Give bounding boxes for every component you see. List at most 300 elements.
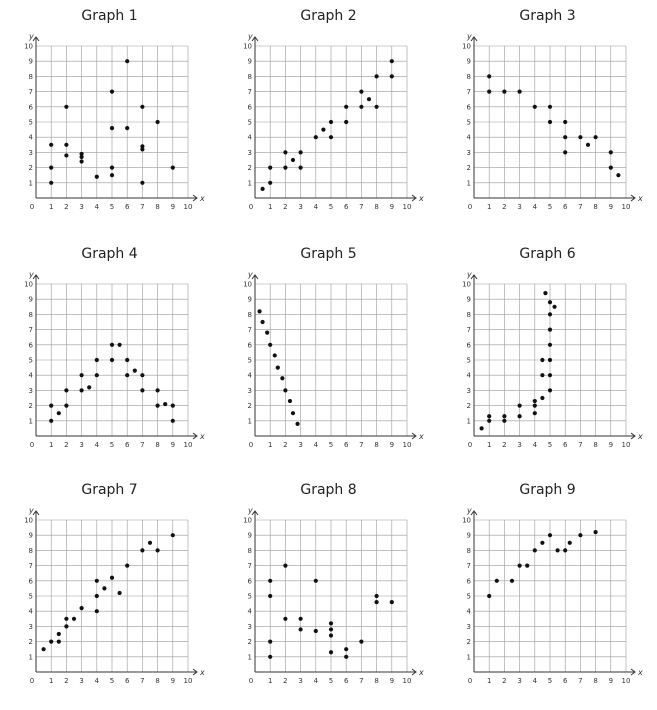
data-point bbox=[314, 579, 318, 583]
y-tick-label: 4 bbox=[466, 607, 471, 616]
data-point bbox=[533, 399, 537, 403]
x-tick-label: 8 bbox=[593, 203, 598, 211]
y-tick-label: 4 bbox=[28, 133, 33, 142]
x-tick-label: 8 bbox=[374, 441, 379, 449]
data-point bbox=[110, 126, 114, 130]
y-tick-label: 2 bbox=[247, 402, 252, 411]
y-tick-label: 1 bbox=[247, 417, 252, 426]
data-point bbox=[110, 173, 114, 177]
y-tick-label: 1 bbox=[247, 179, 252, 188]
data-point bbox=[72, 617, 76, 621]
data-point bbox=[110, 343, 114, 347]
data-point bbox=[375, 105, 379, 109]
x-tick-label: 1 bbox=[48, 441, 54, 449]
y-tick-label: 5 bbox=[28, 118, 33, 127]
y-tick-label: 6 bbox=[28, 103, 33, 112]
data-point bbox=[64, 153, 68, 157]
x-tick-label: 3 bbox=[298, 203, 303, 211]
data-point bbox=[268, 640, 272, 644]
data-point bbox=[329, 621, 333, 625]
data-point bbox=[95, 373, 99, 377]
data-point bbox=[533, 411, 537, 415]
data-point bbox=[273, 353, 277, 357]
data-point bbox=[49, 181, 53, 185]
data-point bbox=[288, 399, 292, 403]
y-tick-label: 10 bbox=[243, 280, 252, 289]
x-tick-label: 10 bbox=[183, 441, 193, 449]
x-tick-label: 1 bbox=[267, 441, 273, 449]
data-point bbox=[125, 126, 129, 130]
x-tick-label: 4 bbox=[313, 677, 319, 685]
data-point bbox=[64, 617, 68, 621]
y-tick-label: 6 bbox=[247, 103, 252, 112]
data-point bbox=[359, 105, 363, 109]
x-tick-label: 5 bbox=[109, 441, 115, 449]
y-tick-label: 6 bbox=[247, 341, 252, 350]
data-point bbox=[156, 404, 160, 408]
data-point bbox=[80, 159, 84, 163]
y-tick-label: 9 bbox=[28, 531, 33, 540]
data-point bbox=[118, 591, 122, 595]
y-tick-label: 4 bbox=[466, 371, 471, 380]
x-tick-label: 10 bbox=[621, 677, 631, 685]
x-tick-label: 10 bbox=[621, 441, 631, 449]
y-axis-label: y bbox=[29, 506, 34, 515]
y-tick-label: 4 bbox=[28, 371, 33, 380]
x-tick-label: 3 bbox=[298, 441, 303, 449]
data-point bbox=[616, 173, 620, 177]
data-point bbox=[548, 343, 552, 347]
y-tick-label: 2 bbox=[466, 638, 471, 647]
data-point bbox=[487, 414, 491, 418]
data-point bbox=[578, 533, 582, 537]
data-point bbox=[552, 305, 556, 309]
data-point bbox=[299, 150, 303, 154]
data-point bbox=[502, 419, 506, 423]
x-tick-label: 7 bbox=[359, 441, 364, 449]
data-point bbox=[283, 388, 287, 392]
data-point bbox=[49, 143, 53, 147]
y-tick-label: 2 bbox=[466, 164, 471, 173]
data-point bbox=[543, 291, 547, 295]
x-tick-label: 6 bbox=[562, 441, 568, 449]
x-tick-label: 7 bbox=[140, 441, 145, 449]
y-axis-label: y bbox=[248, 506, 253, 515]
y-tick-label: 10 bbox=[24, 280, 33, 289]
graph-title: Graph 8 bbox=[300, 482, 357, 498]
x-tick-label: 4 bbox=[94, 677, 100, 685]
y-tick-label: 9 bbox=[247, 57, 252, 66]
data-point bbox=[540, 396, 544, 400]
y-tick-label: 6 bbox=[247, 577, 252, 586]
y-tick-label: 5 bbox=[466, 592, 471, 601]
y-tick-label: 6 bbox=[28, 341, 33, 350]
data-point bbox=[125, 358, 129, 362]
x-tick-label: 9 bbox=[608, 441, 614, 449]
data-point bbox=[140, 388, 144, 392]
x-tick-label: 6 bbox=[562, 203, 568, 211]
data-point bbox=[171, 533, 175, 537]
x-tick-label: 10 bbox=[402, 203, 412, 211]
data-point bbox=[314, 629, 318, 633]
x-tick-label: 4 bbox=[532, 441, 538, 449]
data-point bbox=[525, 564, 529, 568]
x-tick-label: 8 bbox=[155, 203, 160, 211]
data-point bbox=[299, 617, 303, 621]
data-point bbox=[375, 74, 379, 78]
graph-panel-6 bbox=[438, 238, 657, 474]
data-point bbox=[102, 586, 106, 590]
y-tick-label: 9 bbox=[466, 295, 471, 304]
data-point bbox=[80, 606, 84, 610]
data-point bbox=[42, 647, 46, 651]
x-tick-label: 9 bbox=[389, 441, 395, 449]
data-point bbox=[87, 385, 91, 389]
y-tick-label: 10 bbox=[243, 516, 252, 525]
data-point bbox=[548, 533, 552, 537]
x-tick-label: 2 bbox=[64, 677, 69, 685]
origin-tick-label: 0 bbox=[248, 677, 254, 685]
y-tick-label: 3 bbox=[247, 148, 252, 157]
y-tick-label: 3 bbox=[466, 148, 471, 157]
x-tick-label: 3 bbox=[517, 441, 522, 449]
y-tick-label: 7 bbox=[247, 88, 252, 97]
y-tick-label: 4 bbox=[247, 133, 252, 142]
x-tick-label: 8 bbox=[593, 441, 598, 449]
data-point bbox=[140, 144, 144, 148]
data-point bbox=[533, 404, 537, 408]
data-point bbox=[95, 175, 99, 179]
x-tick-label: 1 bbox=[486, 203, 492, 211]
data-point bbox=[268, 166, 272, 170]
data-point bbox=[291, 411, 295, 415]
data-point bbox=[375, 600, 379, 604]
data-point bbox=[64, 624, 68, 628]
data-point bbox=[359, 640, 363, 644]
graph-panel-9 bbox=[438, 474, 657, 710]
data-point bbox=[268, 343, 272, 347]
data-point bbox=[487, 594, 491, 598]
y-tick-label: 3 bbox=[247, 386, 252, 395]
data-point bbox=[110, 576, 114, 580]
data-point bbox=[118, 343, 122, 347]
data-point bbox=[548, 358, 552, 362]
graph-title: Graph 7 bbox=[81, 482, 138, 498]
y-tick-label: 5 bbox=[466, 356, 471, 365]
data-point bbox=[125, 373, 129, 377]
data-point bbox=[329, 135, 333, 139]
y-tick-label: 7 bbox=[28, 88, 33, 97]
x-tick-label: 9 bbox=[608, 677, 614, 685]
y-tick-label: 7 bbox=[247, 562, 252, 571]
y-tick-label: 5 bbox=[247, 118, 252, 127]
y-tick-label: 9 bbox=[28, 295, 33, 304]
data-point bbox=[578, 135, 582, 139]
x-tick-label: 5 bbox=[547, 441, 553, 449]
data-point bbox=[261, 320, 265, 324]
x-tick-label: 1 bbox=[48, 203, 54, 211]
graph-panel-5 bbox=[219, 238, 438, 474]
graph-title: Graph 1 bbox=[81, 8, 138, 24]
data-point bbox=[367, 97, 371, 101]
data-point bbox=[110, 166, 114, 170]
x-tick-label: 4 bbox=[313, 203, 319, 211]
x-tick-label: 5 bbox=[328, 203, 334, 211]
y-tick-label: 7 bbox=[466, 326, 471, 335]
x-tick-label: 7 bbox=[578, 677, 583, 685]
x-axis-label: x bbox=[200, 432, 205, 441]
data-point bbox=[344, 655, 348, 659]
data-point bbox=[148, 541, 152, 545]
x-tick-label: 5 bbox=[328, 441, 334, 449]
data-point bbox=[487, 90, 491, 94]
x-tick-label: 5 bbox=[328, 677, 334, 685]
y-tick-label: 7 bbox=[466, 88, 471, 97]
data-point bbox=[171, 404, 175, 408]
y-tick-label: 4 bbox=[466, 133, 471, 142]
y-tick-label: 3 bbox=[28, 148, 33, 157]
origin-tick-label: 0 bbox=[248, 203, 254, 211]
data-point bbox=[329, 633, 333, 637]
data-point bbox=[140, 105, 144, 109]
y-tick-label: 1 bbox=[28, 653, 33, 662]
data-point bbox=[283, 166, 287, 170]
y-tick-label: 5 bbox=[466, 118, 471, 127]
y-tick-label: 1 bbox=[466, 179, 471, 188]
x-tick-label: 3 bbox=[79, 677, 84, 685]
data-point bbox=[299, 166, 303, 170]
y-axis-label: y bbox=[29, 270, 34, 279]
y-tick-label: 6 bbox=[28, 577, 33, 586]
y-tick-label: 4 bbox=[28, 607, 33, 616]
y-tick-label: 3 bbox=[466, 622, 471, 631]
x-axis-label: x bbox=[638, 194, 643, 203]
data-point bbox=[57, 632, 61, 636]
data-point bbox=[344, 647, 348, 651]
y-tick-label: 9 bbox=[466, 531, 471, 540]
scatter-plot bbox=[0, 474, 219, 710]
data-point bbox=[140, 181, 144, 185]
x-tick-label: 8 bbox=[593, 677, 598, 685]
graph-title: Graph 6 bbox=[519, 246, 576, 262]
x-axis-label: x bbox=[200, 668, 205, 677]
x-tick-label: 5 bbox=[547, 203, 553, 211]
data-point bbox=[594, 530, 598, 534]
graph-title: Graph 4 bbox=[81, 246, 138, 262]
y-tick-label: 4 bbox=[247, 607, 252, 616]
data-point bbox=[563, 120, 567, 124]
origin-tick-label: 0 bbox=[467, 441, 473, 449]
x-axis-label: x bbox=[200, 194, 205, 203]
y-tick-label: 5 bbox=[28, 592, 33, 601]
graph-panel-4 bbox=[0, 238, 219, 474]
y-tick-label: 2 bbox=[28, 638, 33, 647]
y-tick-label: 9 bbox=[466, 57, 471, 66]
x-tick-label: 1 bbox=[48, 677, 54, 685]
data-point bbox=[321, 128, 325, 132]
data-point bbox=[548, 312, 552, 316]
y-tick-label: 3 bbox=[466, 386, 471, 395]
data-point bbox=[329, 120, 333, 124]
data-point bbox=[64, 388, 68, 392]
x-tick-label: 10 bbox=[402, 677, 412, 685]
scatter-plot bbox=[438, 474, 657, 710]
y-tick-label: 2 bbox=[28, 402, 33, 411]
data-point bbox=[80, 373, 84, 377]
x-tick-label: 2 bbox=[64, 203, 69, 211]
x-tick-label: 3 bbox=[79, 441, 84, 449]
x-tick-label: 4 bbox=[532, 677, 538, 685]
data-point bbox=[110, 90, 114, 94]
data-point bbox=[276, 366, 280, 370]
data-point bbox=[125, 564, 129, 568]
graph-title: Graph 3 bbox=[519, 8, 576, 24]
data-point bbox=[133, 369, 137, 373]
y-tick-label: 1 bbox=[247, 653, 252, 662]
y-tick-label: 3 bbox=[247, 622, 252, 631]
x-tick-label: 9 bbox=[170, 203, 176, 211]
data-point bbox=[283, 150, 287, 154]
data-point bbox=[280, 376, 284, 380]
x-tick-label: 1 bbox=[267, 677, 273, 685]
y-tick-label: 2 bbox=[466, 402, 471, 411]
y-tick-label: 6 bbox=[466, 103, 471, 112]
data-point bbox=[80, 388, 84, 392]
x-tick-label: 9 bbox=[170, 677, 176, 685]
x-tick-label: 2 bbox=[502, 677, 507, 685]
data-point bbox=[548, 105, 552, 109]
x-tick-label: 8 bbox=[374, 203, 379, 211]
data-point bbox=[548, 373, 552, 377]
origin-tick-label: 0 bbox=[248, 441, 254, 449]
data-point bbox=[548, 300, 552, 304]
data-point bbox=[329, 650, 333, 654]
y-tick-label: 7 bbox=[28, 326, 33, 335]
data-point bbox=[95, 358, 99, 362]
data-point bbox=[540, 358, 544, 362]
data-point bbox=[57, 640, 61, 644]
y-axis-label: y bbox=[248, 32, 253, 41]
scatter-plot bbox=[0, 0, 219, 236]
data-point bbox=[283, 617, 287, 621]
graph-title: Graph 5 bbox=[300, 246, 357, 262]
x-tick-label: 1 bbox=[486, 677, 492, 685]
data-point bbox=[533, 548, 537, 552]
x-tick-label: 2 bbox=[502, 203, 507, 211]
graph-panel-3 bbox=[438, 0, 657, 236]
x-tick-label: 7 bbox=[359, 203, 364, 211]
graph-title: Graph 9 bbox=[519, 482, 576, 498]
y-axis-label: y bbox=[467, 506, 472, 515]
data-point bbox=[540, 541, 544, 545]
data-point bbox=[64, 143, 68, 147]
data-point bbox=[540, 373, 544, 377]
data-point bbox=[518, 90, 522, 94]
y-tick-label: 8 bbox=[28, 546, 33, 555]
x-tick-label: 3 bbox=[79, 203, 84, 211]
scatter-plot bbox=[0, 238, 219, 474]
x-tick-label: 10 bbox=[183, 677, 193, 685]
data-point bbox=[609, 166, 613, 170]
data-point bbox=[563, 135, 567, 139]
y-tick-label: 7 bbox=[466, 562, 471, 571]
y-tick-label: 10 bbox=[462, 42, 471, 51]
data-point bbox=[95, 594, 99, 598]
y-tick-label: 10 bbox=[24, 42, 33, 51]
data-point bbox=[125, 59, 129, 63]
data-point bbox=[299, 627, 303, 631]
y-axis-label: y bbox=[467, 270, 472, 279]
x-tick-label: 9 bbox=[389, 677, 395, 685]
data-point bbox=[594, 135, 598, 139]
scatter-plot bbox=[219, 474, 438, 710]
data-point bbox=[518, 414, 522, 418]
data-point bbox=[518, 404, 522, 408]
x-tick-label: 6 bbox=[343, 203, 349, 211]
data-point bbox=[390, 74, 394, 78]
data-point bbox=[268, 181, 272, 185]
x-tick-label: 5 bbox=[109, 203, 115, 211]
x-tick-label: 8 bbox=[155, 441, 160, 449]
data-point bbox=[171, 419, 175, 423]
origin-tick-label: 0 bbox=[467, 677, 473, 685]
y-tick-label: 4 bbox=[247, 371, 252, 380]
data-point bbox=[548, 388, 552, 392]
y-tick-label: 3 bbox=[28, 386, 33, 395]
data-point bbox=[261, 187, 265, 191]
data-point bbox=[390, 600, 394, 604]
y-tick-label: 10 bbox=[24, 516, 33, 525]
origin-tick-label: 0 bbox=[467, 203, 473, 211]
y-tick-label: 8 bbox=[466, 72, 471, 81]
data-point bbox=[95, 609, 99, 613]
x-tick-label: 7 bbox=[359, 677, 364, 685]
x-tick-label: 6 bbox=[562, 677, 568, 685]
x-tick-label: 2 bbox=[283, 203, 288, 211]
y-tick-label: 1 bbox=[466, 417, 471, 426]
x-tick-label: 7 bbox=[140, 203, 145, 211]
y-tick-label: 8 bbox=[466, 546, 471, 555]
x-tick-label: 9 bbox=[389, 203, 395, 211]
y-tick-label: 8 bbox=[28, 310, 33, 319]
origin-tick-label: 0 bbox=[29, 441, 35, 449]
y-tick-label: 6 bbox=[466, 577, 471, 586]
data-point bbox=[140, 548, 144, 552]
y-tick-label: 9 bbox=[247, 531, 252, 540]
x-tick-label: 2 bbox=[502, 441, 507, 449]
x-tick-label: 4 bbox=[94, 203, 100, 211]
x-tick-label: 1 bbox=[486, 441, 492, 449]
y-tick-label: 2 bbox=[247, 164, 252, 173]
data-point bbox=[49, 419, 53, 423]
data-point bbox=[487, 74, 491, 78]
data-point bbox=[268, 594, 272, 598]
x-tick-label: 6 bbox=[343, 441, 349, 449]
data-point bbox=[518, 564, 522, 568]
x-tick-label: 8 bbox=[155, 677, 160, 685]
y-tick-label: 5 bbox=[247, 592, 252, 601]
y-tick-label: 8 bbox=[28, 72, 33, 81]
x-tick-label: 3 bbox=[298, 677, 303, 685]
y-axis-label: y bbox=[467, 32, 472, 41]
graph-panel-2 bbox=[219, 0, 438, 236]
data-point bbox=[563, 150, 567, 154]
data-point bbox=[268, 579, 272, 583]
data-point bbox=[265, 331, 269, 335]
y-tick-label: 1 bbox=[28, 417, 33, 426]
data-point bbox=[329, 627, 333, 631]
y-tick-label: 1 bbox=[28, 179, 33, 188]
